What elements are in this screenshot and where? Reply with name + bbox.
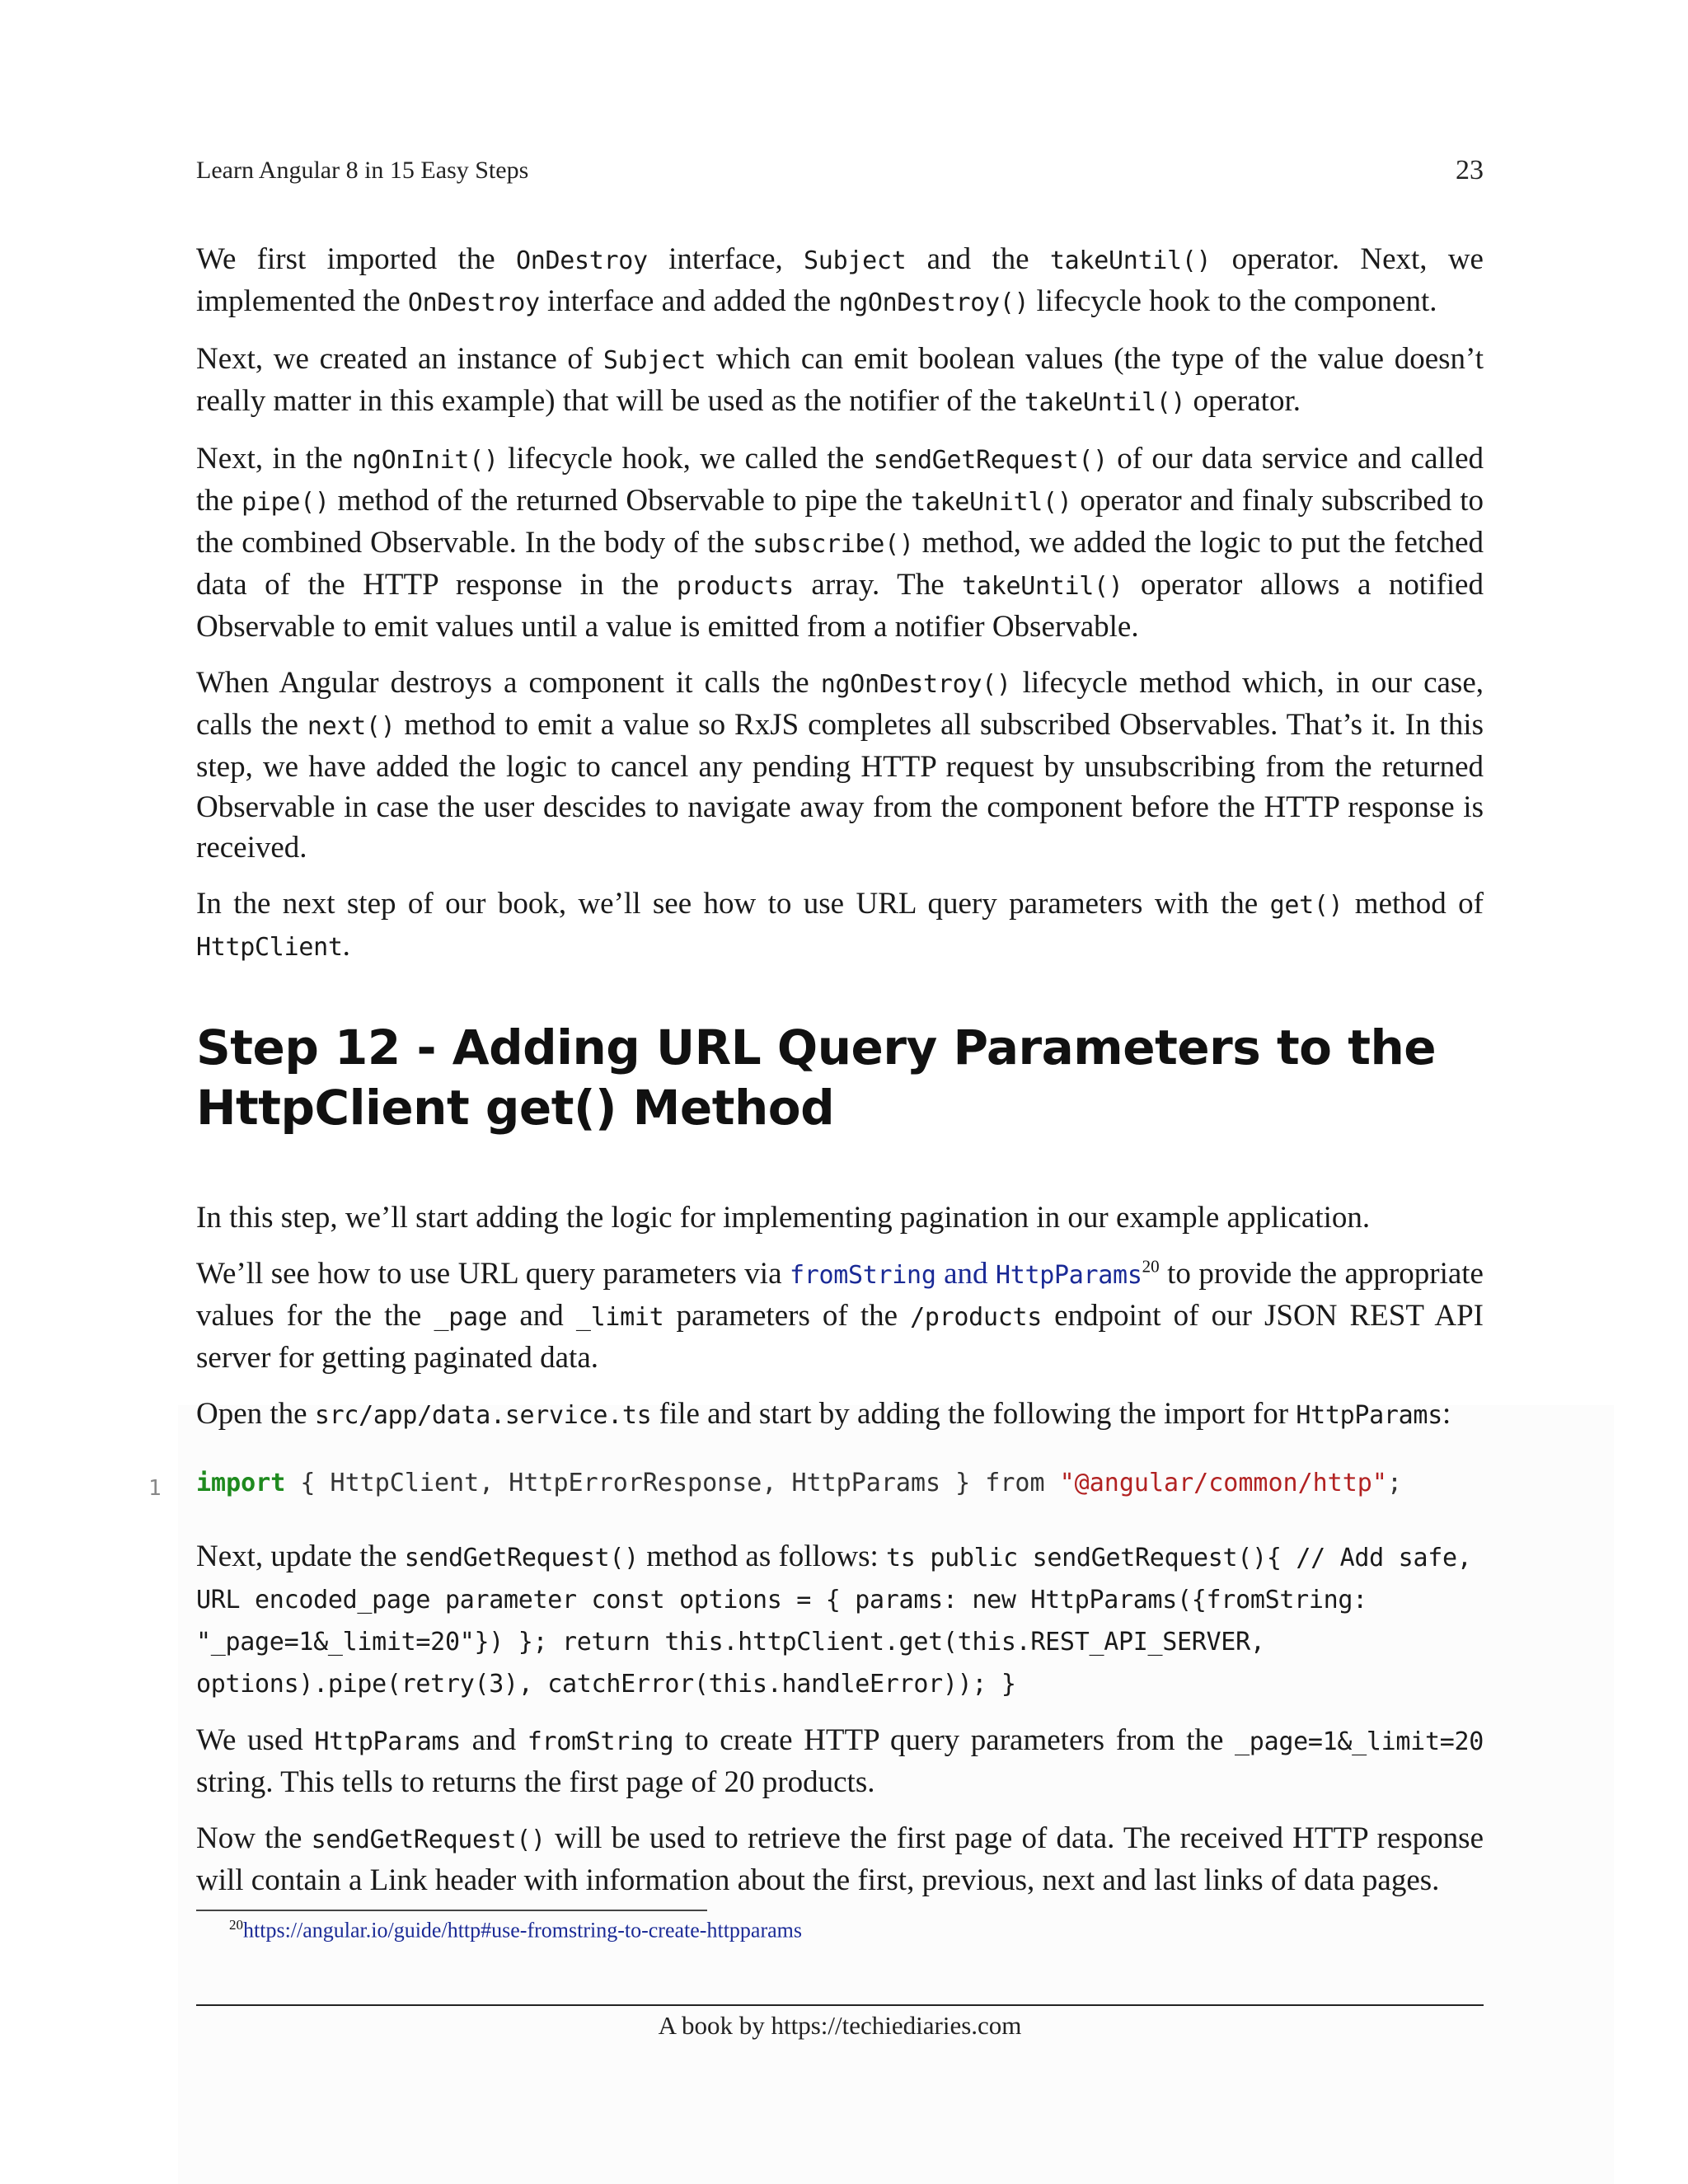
footer-divider [196,2004,1484,2006]
paragraph-6: In this step, we’ll start adding the logic for implementing pagination in our example application. [196,1201,1371,1235]
page-number: 23 [1456,155,1484,185]
inline-code-snippet: ts public sendGetRequest(){ // Add safe, URL encoded_page parameter const options = { params: new HttpParams({fromString: "_page=1&_limit=20"}) }; return this.httpClient.get(this.REST_API_SERVER, options).pipe(retry(3), catchError(this.handleError)); } [196,1544,1472,1699]
paragraph-7: We’ll see how to use URL query parameters via fromString and HttpParams$^{20}$ to provide the appropriate values for the the _page and _limit parameters of the /products endpoint of our JSON REST API server for getting paginated data. [196,1256,1484,1375]
running-header [196,157,1484,185]
paragraph-11: Now the sendGetRequest() will be used to retrieve the first page of data. The received HTTP response will contain a Link header with information about the first, previous, next and last links of data pages. [196,1821,1484,1897]
fromstring-httpparams-link[interactable]: fromString and HttpParams [789,1257,1142,1291]
footnote-number: 20 [229,1917,243,1933]
footnote-divider [196,1910,707,1911]
section-heading: Step 12 - Adding URL Query Parameters to the HttpClient get() Method [196,1019,1437,1136]
code-line: import { HttpClient, HttpErrorResponse, HttpParams } from "@angular/common/http"; [196,1469,1402,1497]
paragraph-5: In the next step of our book, we’ll see how to use URL query parameters with the get() method of HttpClient. [196,887,1484,963]
page-footer: A book by https://techiediaries.com [658,2011,1022,2040]
footnote [229,1917,802,1943]
code-block [148,1464,1484,1503]
book-title: Learn Angular 8 in 15 Easy Steps [196,157,529,184]
code-line-number: 1 [148,1476,162,1501]
paragraph-10: We used HttpParams and fromString to create HTTP query parameters from the _page=1&_limit=20 string. This tells to returns the first page of 20 products. [196,1723,1484,1799]
paragraph-3: Next, in the ngOnInit() lifecycle hook, we called the sendGetRequest() of our data service and called the pipe() method of the returned Observable to pipe the takeUnitl() operator and finaly subscribed to the combined Observable. In the body of the subscribe() method, we added the logic to put the fetched data of the HTTP response in the products array. The takeUntil() operator allows a notified Observable to emit values until a value is emitted from a notifier Observable. [196,442,1484,644]
page-body [148,239,1484,1916]
footnote-ref[interactable]: 20 [1142,1256,1160,1277]
paragraph-4: When Angular destroys a component it calls the ngOnDestroy() lifecycle method which, in our case, calls the next() method to emit a value so RxJS completes all subscribed Observables. That’s it. In this step, we have added the logic to cancel any pending HTTP request by unsubscribing from the returned Observable in case the user descides to navigate away from the component before the HTTP response is received. [196,666,1484,865]
paragraph-9: Next, update the sendGetRequest() method as follows: ts public sendGetRequest(){ // Add safe, URL encoded_page parameter const options = { params: new HttpParams({fromString: "_page=1&_limit=20"}) }; return this.httpClient.get(this.REST_API_SERVER, options).pipe(retry(3), catchError(this.handleError)); } [196,1540,1472,1699]
footnote-link[interactable]: https://angular.io/guide/http#use-fromstring-to-create-httpparams [243,1918,802,1943]
paragraph-1: We first imported the OnDestroy interface, Subject and the takeUntil() operator. Next, we implemented the OnDestroy interface and added the ngOnDestroy() lifecycle hook to the component. [196,242,1484,318]
paragraph-8: Open the src/app/data.service.ts file and start by adding the following the import for HttpParams: [196,1397,1451,1431]
paragraph-2: Next, we created an instance of Subject which can emit boolean values (the type of the value doesn’t really matter in this example) that will be used as the notifier of the takeUntil() operator. [196,342,1484,418]
